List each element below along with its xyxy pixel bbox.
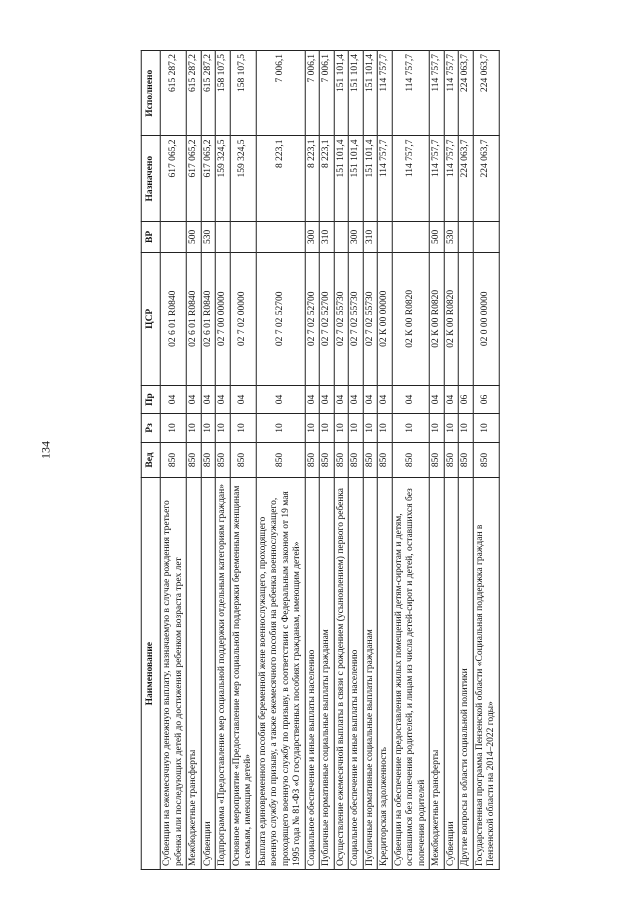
header-csr: ЦСР	[141, 252, 160, 385]
cell-rz: 10	[429, 414, 444, 442]
table-row	[334, 51, 349, 870]
cell-ved: 850	[160, 442, 186, 478]
cell-name: Другие вопросы в области социальной политики	[458, 478, 473, 870]
cell-naznacheno: 617 065,2	[186, 136, 201, 221]
cell-rz: 10	[160, 414, 186, 442]
cell-ispolneno: 615 287,2	[201, 51, 216, 137]
cell-vr: 530	[444, 221, 459, 252]
cell-csr: 02 7 02 52700	[319, 252, 334, 385]
cell-naznacheno: 8 223,1	[305, 136, 320, 221]
table-row	[377, 51, 392, 870]
cell-pr: 04	[186, 385, 201, 413]
cell-ispolneno: 151 101,4	[334, 51, 349, 137]
cell-name: Публичные нормативные социальные выплаты гражданам	[319, 478, 334, 870]
header-ved: Вед	[141, 442, 160, 478]
cell-csr: 02 7 00 00000	[215, 252, 230, 385]
cell-pr: 04	[444, 385, 459, 413]
cell-naznacheno: 8 223,1	[319, 136, 334, 221]
cell-pr: 04	[319, 385, 334, 413]
table-header-row	[141, 51, 160, 870]
cell-csr: 02 7 02 55730	[334, 252, 349, 385]
cell-pr: 04	[160, 385, 186, 413]
table-row	[215, 51, 230, 870]
table-row	[186, 51, 201, 870]
cell-rz: 10	[201, 414, 216, 442]
cell-ispolneno: 151 101,4	[348, 51, 363, 137]
header-naznacheno: Назначено	[141, 136, 160, 221]
cell-rz: 10	[392, 414, 430, 442]
cell-vr: 310	[363, 221, 378, 252]
cell-naznacheno: 617 065,2	[160, 136, 186, 221]
cell-pr: 04	[429, 385, 444, 413]
table-row	[319, 51, 334, 870]
cell-ved: 850	[444, 442, 459, 478]
table-row	[305, 51, 320, 870]
cell-ved: 850	[256, 442, 305, 478]
cell-vr: 500	[429, 221, 444, 252]
cell-ispolneno: 7 006,1	[305, 51, 320, 137]
cell-pr: 04	[363, 385, 378, 413]
header-rz: Рз	[141, 414, 160, 442]
cell-csr: 02 К 00 R0820	[444, 252, 459, 385]
cell-naznacheno: 159 324,5	[215, 136, 230, 221]
cell-ispolneno: 114 757,7	[444, 51, 459, 137]
cell-name: Межбюджетные трансферты	[186, 478, 201, 870]
cell-naznacheno: 114 757,7	[429, 136, 444, 221]
table-row	[348, 51, 363, 870]
table-row	[201, 51, 216, 870]
table-row	[473, 51, 499, 870]
cell-name: Межбюджетные трансферты	[429, 478, 444, 870]
cell-ved: 850	[363, 442, 378, 478]
cell-pr: 06	[458, 385, 473, 413]
cell-ispolneno: 224 063,7	[473, 51, 499, 137]
cell-naznacheno: 617 065,2	[201, 136, 216, 221]
cell-vr: 500	[186, 221, 201, 252]
cell-ved: 850	[429, 442, 444, 478]
cell-name: Субвенции	[444, 478, 459, 870]
cell-csr: 02 7 02 52700	[256, 252, 305, 385]
cell-name: Кредиторская задолженность	[377, 478, 392, 870]
cell-rz: 10	[473, 414, 499, 442]
cell-pr: 06	[473, 385, 499, 413]
cell-name: Социальное обеспечение и иные выплаты населению	[348, 478, 363, 870]
cell-ved: 850	[392, 442, 430, 478]
cell-pr: 04	[256, 385, 305, 413]
table-row	[363, 51, 378, 870]
cell-ispolneno: 158 107,5	[215, 51, 230, 137]
cell-ved: 850	[305, 442, 320, 478]
cell-rz: 10	[334, 414, 349, 442]
table-row	[444, 51, 459, 870]
cell-naznacheno: 151 101,4	[334, 136, 349, 221]
cell-naznacheno: 114 757,7	[377, 136, 392, 221]
cell-name: Субвенции на ежемесячную денежную выплату, назначаемую в случае рождения третьего ребенка или последующих детей до достижения ребенком возраста трех лет	[160, 478, 186, 870]
cell-pr: 04	[305, 385, 320, 413]
cell-vr	[458, 221, 473, 252]
header-ispolneno: Исполнено	[141, 51, 160, 137]
cell-pr: 04	[392, 385, 430, 413]
cell-ved: 850	[377, 442, 392, 478]
cell-rz: 10	[458, 414, 473, 442]
cell-ispolneno: 114 757,7	[429, 51, 444, 137]
cell-rz: 10	[230, 414, 256, 442]
cell-rz: 10	[444, 414, 459, 442]
budget-table-sheet	[141, 50, 500, 870]
header-vr: ВР	[141, 221, 160, 252]
cell-ved: 850	[201, 442, 216, 478]
cell-ved: 850	[458, 442, 473, 478]
cell-naznacheno: 151 101,4	[348, 136, 363, 221]
cell-csr: 02 0 00 00000	[473, 252, 499, 385]
cell-pr: 04	[215, 385, 230, 413]
cell-ispolneno: 615 287,2	[160, 51, 186, 137]
cell-csr: 02 7 02 55730	[363, 252, 378, 385]
cell-ved: 850	[334, 442, 349, 478]
cell-name: Осуществление ежемесячной выплаты в связи с рождением (усыновлением) первого ребенка	[334, 478, 349, 870]
cell-name: Публичные нормативные социальные выплаты гражданам	[363, 478, 378, 870]
cell-naznacheno: 224 063,7	[473, 136, 499, 221]
cell-ved: 850	[186, 442, 201, 478]
cell-vr: 310	[319, 221, 334, 252]
cell-rz: 10	[363, 414, 378, 442]
cell-vr: 300	[348, 221, 363, 252]
cell-csr: 02 6 01 R0840	[201, 252, 216, 385]
cell-rz: 10	[348, 414, 363, 442]
cell-pr: 04	[377, 385, 392, 413]
table-row	[160, 51, 186, 870]
cell-name: Социальное обеспечение и иные выплаты населению	[305, 478, 320, 870]
cell-csr: 02 7 02 00000	[230, 252, 256, 385]
cell-naznacheno: 224 063,7	[458, 136, 473, 221]
cell-ispolneno: 7 006,1	[319, 51, 334, 137]
cell-vr: 300	[305, 221, 320, 252]
cell-vr	[377, 221, 392, 252]
cell-pr: 04	[348, 385, 363, 413]
cell-name: Государственная программа Пензенской области «Социальная поддержка граждан в Пензенской области на 2014–2022 годы»	[473, 478, 499, 870]
cell-ved: 850	[319, 442, 334, 478]
page-number: 134	[38, 441, 53, 459]
cell-ispolneno: 158 107,5	[230, 51, 256, 137]
budget-table	[141, 50, 500, 870]
table-row	[256, 51, 305, 870]
cell-name: Субвенции на обеспечение предоставления жилых помещений детям-сиротам и детям, оставшимся без попечения родителей, и лицам из числа детей-сирот и детей, оставшихся без попечения родителей	[392, 478, 430, 870]
cell-vr	[230, 221, 256, 252]
cell-rz: 10	[319, 414, 334, 442]
cell-naznacheno: 114 757,7	[444, 136, 459, 221]
cell-naznacheno: 159 324,5	[230, 136, 256, 221]
cell-rz: 10	[186, 414, 201, 442]
table-row	[230, 51, 256, 870]
cell-naznacheno: 151 101,4	[363, 136, 378, 221]
cell-pr: 04	[334, 385, 349, 413]
cell-ispolneno: 114 757,7	[392, 51, 430, 137]
cell-vr	[256, 221, 305, 252]
header-pr: Пр	[141, 385, 160, 413]
cell-vr	[392, 221, 430, 252]
cell-csr: 02 7 02 52700	[305, 252, 320, 385]
table-row	[392, 51, 430, 870]
cell-pr: 04	[230, 385, 256, 413]
cell-ispolneno: 615 287,2	[186, 51, 201, 137]
cell-csr: 02 К 00 00000	[377, 252, 392, 385]
cell-name: Субвенции	[201, 478, 216, 870]
cell-csr: 02 6 01 R0840	[186, 252, 201, 385]
table-row	[458, 51, 473, 870]
cell-name: Основное мероприятие «Предоставление мер социальной поддержки беременным женщинам и семьям, имеющим детей»	[230, 478, 256, 870]
cell-ved: 850	[473, 442, 499, 478]
table-row	[429, 51, 444, 870]
cell-ved: 850	[348, 442, 363, 478]
cell-vr	[334, 221, 349, 252]
cell-ispolneno: 7 006,1	[256, 51, 305, 137]
cell-vr	[160, 221, 186, 252]
header-name: Наименование	[141, 478, 160, 870]
cell-rz: 10	[305, 414, 320, 442]
cell-name: Подпрограмма «Предоставление мер социальной поддержки отдельным категориям граждан»	[215, 478, 230, 870]
table-body	[160, 51, 499, 870]
cell-naznacheno: 8 223,1	[256, 136, 305, 221]
cell-ispolneno: 151 101,4	[363, 51, 378, 137]
cell-csr: 02 К 00 R0820	[429, 252, 444, 385]
cell-ved: 850	[215, 442, 230, 478]
cell-csr: 02 К 00 R0820	[392, 252, 430, 385]
cell-rz: 10	[256, 414, 305, 442]
cell-vr	[215, 221, 230, 252]
cell-csr: 02 7 02 55730	[348, 252, 363, 385]
cell-rz: 10	[215, 414, 230, 442]
cell-ispolneno: 114 757,7	[377, 51, 392, 137]
cell-vr: 530	[201, 221, 216, 252]
cell-name: Выплата единовременного пособия беременной жене военнослужащего, проходящего военную службу по призыву, а также ежемесячного пособия на ребенка военнослужащего, проходящего военную службу по призыву, в соответствии с Федеральным законом от 19 мая 1995 года № 81-ФЗ «О государственных пособиях гражданам, имеющим детей»	[256, 478, 305, 870]
cell-csr	[458, 252, 473, 385]
cell-naznacheno: 114 757,7	[392, 136, 430, 221]
cell-ispolneno: 224 063,7	[458, 51, 473, 137]
cell-pr: 04	[201, 385, 216, 413]
cell-ved: 850	[230, 442, 256, 478]
cell-vr	[473, 221, 499, 252]
cell-csr: 02 6 01 R0840	[160, 252, 186, 385]
cell-rz: 10	[377, 414, 392, 442]
